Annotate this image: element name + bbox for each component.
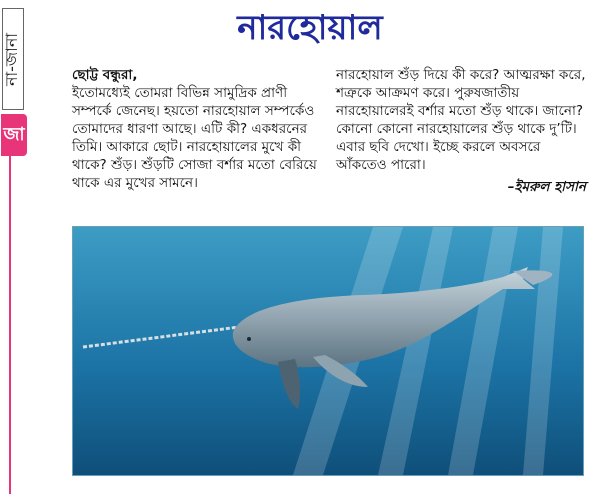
narwhal-illustration	[73, 227, 583, 475]
narwhal-eye	[247, 337, 251, 341]
section-label	[2, 8, 24, 110]
article-author: –ইমরুল হাসান	[507, 179, 586, 195]
article-right-paragraph: নারহোয়াল শুঁড় দিয়ে কী করে? আত্মরক্ষা করে, শত্রুকে আক্রমণ করে। পুরুষজাতীয় নারহোয়ালেরই বর্শার মতো শুঁড় থাকে। জানো? কোনো কোনো নারহোয়ালের শুঁড় থাকে দু’টি। এবার ছবি দেখো। ইচ্ছে করলে অবসরে আঁকতেও পারো।	[336, 67, 586, 173]
section-badge-text: জা	[3, 123, 25, 145]
article-left-column	[72, 66, 330, 192]
article-left-paragraph: ইতোমধ্যেই তোমরা বিভিন্ন সামুদ্রিক প্রাণী সম্পর্কে জেনেছ। হয়তো নারহোয়াল সম্পর্কেও তোমাদের ধারণা আছে। এটি কী? একধরনের তিমি। আকারে ছোট। নারহোয়ালের মুখে কী থাকে? শুঁড়। শুঁড়টি সোজা বর্শার মতো বেরিয়ে থাকে এর মুখের সামনে।	[72, 85, 317, 191]
article-greeting: ছোট্ট বন্ধুরা,	[72, 67, 138, 83]
section-label-text: না-জানা	[2, 32, 22, 86]
narwhal-photo	[72, 226, 584, 476]
section-divider-line	[9, 156, 11, 494]
section-badge	[1, 114, 27, 156]
article-title: নারহোয়াল	[237, 8, 383, 48]
article-right-column	[336, 66, 586, 196]
